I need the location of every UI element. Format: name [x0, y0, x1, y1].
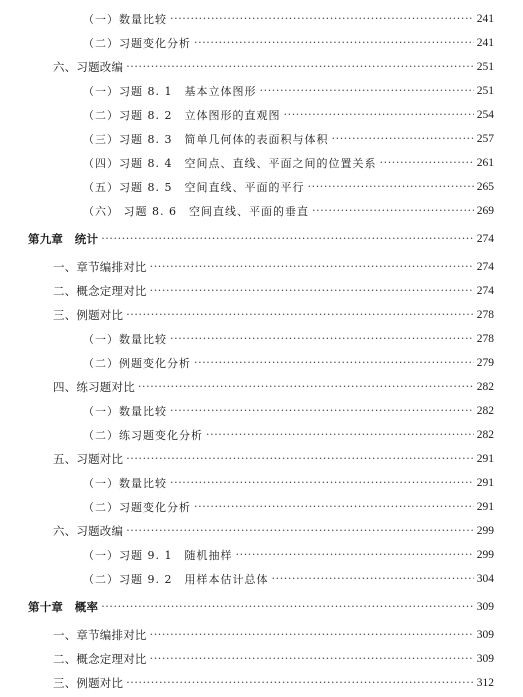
dot-leader [332, 129, 474, 149]
dot-leader [126, 57, 474, 77]
dot-leader [206, 425, 474, 445]
toc-entry-title: 三、例题对比 [53, 308, 124, 322]
toc-page-number: 312 [476, 677, 494, 689]
dot-leader [170, 473, 474, 493]
toc-subsection-entry [83, 153, 494, 173]
toc-subsection-entry [83, 33, 494, 53]
toc-entry-title: 四、练习题对比 [53, 380, 135, 394]
dot-leader [260, 81, 474, 101]
toc-page-number: 309 [476, 653, 494, 665]
toc-entry-title: （二）习题 9. 2 用样本估计总体 [83, 573, 269, 586]
dot-leader [284, 105, 474, 125]
toc-entry-title: （四）习题 8. 4 空间点、直线、平面之间的位置关系 [83, 157, 377, 170]
toc-subsection-entry [83, 425, 494, 445]
dot-leader [194, 497, 474, 517]
dot-leader [150, 649, 474, 669]
toc-section-entry [53, 281, 494, 301]
toc-entry-title: （一）数量比较 [83, 333, 167, 346]
dot-leader [150, 257, 474, 277]
toc-entry-title: （一）习题 9. 1 随机抽样 [83, 549, 233, 562]
dot-leader [272, 569, 474, 589]
toc-page-number: 265 [476, 181, 494, 193]
toc-subsection-entry [83, 353, 494, 373]
toc-entry-title: 一、章节编排对比 [53, 260, 147, 274]
dot-leader [150, 625, 474, 645]
toc-page-number: 282 [476, 405, 494, 417]
toc-entry-title: （二）习题变化分析 [83, 37, 191, 50]
toc-page-number: 299 [476, 549, 494, 561]
toc-section-entry [53, 649, 494, 669]
dot-leader [236, 545, 474, 565]
dot-leader [150, 281, 474, 301]
toc-subsection-entry [83, 329, 494, 349]
toc-page-number: 274 [476, 261, 494, 273]
dot-leader [194, 353, 474, 373]
toc-subsection-entry [83, 9, 494, 29]
dot-leader [170, 401, 474, 421]
toc-page-number: 261 [476, 157, 494, 169]
toc-entry-title: 六、习题改编 [53, 524, 124, 538]
toc-page-number: 291 [476, 477, 494, 489]
toc-section-entry [53, 57, 494, 77]
toc-page-number: 269 [476, 205, 494, 217]
toc-subsection-entry [83, 177, 494, 197]
dot-leader [170, 329, 474, 349]
dot-leader [126, 305, 474, 325]
toc-entry-title: （二）习题 8. 2 立体图形的直观图 [83, 109, 281, 122]
toc-entry-title: （一）习题 8. 1 基本立体图形 [83, 85, 257, 98]
toc-entry-title: （六） 习题 8. 6 空间直线、平面的垂直 [83, 205, 309, 218]
toc-page-number: 274 [476, 285, 494, 297]
dot-leader [126, 521, 474, 541]
toc-page-number: 241 [476, 13, 494, 25]
toc-section-entry [53, 521, 494, 541]
toc-page-number: 291 [476, 453, 494, 465]
toc-section-entry [53, 377, 494, 397]
toc-entry-title: （一）数量比较 [83, 405, 167, 418]
dot-leader [308, 177, 474, 197]
toc-chapter-entry [28, 229, 494, 249]
toc-page-number: 279 [476, 357, 494, 369]
toc-entry-title: （一）数量比较 [83, 477, 167, 490]
toc-page-number: 251 [476, 61, 494, 73]
toc-subsection-entry [83, 105, 494, 125]
toc-subsection-entry [83, 401, 494, 421]
toc-page-number: 282 [476, 381, 494, 393]
toc-section-entry [53, 625, 494, 645]
toc-entry-title: （二）习题变化分析 [83, 501, 191, 514]
toc-page-number: 251 [476, 85, 494, 97]
dot-leader [126, 673, 474, 693]
dot-leader [380, 153, 474, 173]
toc-entry-title: 五、习题对比 [53, 452, 124, 466]
toc-section-entry [53, 449, 494, 469]
toc-entry-title: 第九章 统计 [28, 232, 99, 246]
toc-page-number: 309 [476, 601, 494, 613]
toc-entry-title: （三）习题 8. 3 简单几何体的表面积与体积 [83, 133, 329, 146]
toc-page-number: 282 [476, 429, 494, 441]
toc-subsection-entry [83, 81, 494, 101]
toc-subsection-entry [83, 473, 494, 493]
toc-entry-title: （五）习题 8. 5 空间直线、平面的平行 [83, 181, 305, 194]
toc-entry-title: 三、例题对比 [53, 676, 124, 690]
dot-leader [126, 449, 474, 469]
toc-page-number: 299 [476, 525, 494, 537]
toc-page-number: 291 [476, 501, 494, 513]
toc-page-number: 278 [476, 309, 494, 321]
toc-section-entry [53, 305, 494, 325]
toc-page-number: 304 [476, 573, 494, 585]
toc-entry-title: 二、概念定理对比 [53, 652, 147, 666]
toc-section-entry [53, 257, 494, 277]
dot-leader [101, 597, 474, 617]
dot-leader [138, 377, 474, 397]
toc-entry-title: 第十章 概率 [28, 600, 99, 614]
toc-page-number: 309 [476, 629, 494, 641]
toc-entry-title: （二）练习题变化分析 [83, 429, 203, 442]
toc-entry-title: （一）数量比较 [83, 13, 167, 26]
toc-subsection-entry [83, 497, 494, 517]
toc-chapter-entry [28, 597, 494, 617]
toc-subsection-entry [83, 129, 494, 149]
toc-entry-title: 六、习题改编 [53, 60, 124, 74]
dot-leader [101, 229, 474, 249]
dot-leader [170, 9, 474, 29]
toc-entry-title: 二、概念定理对比 [53, 284, 147, 298]
dot-leader [194, 33, 474, 53]
toc-entry-title: （二）例题变化分析 [83, 357, 191, 370]
toc-subsection-entry [83, 545, 494, 565]
toc-page-number: 274 [476, 233, 494, 245]
toc-page-number: 254 [476, 109, 494, 121]
toc-section-entry [53, 673, 494, 693]
toc-subsection-entry [83, 569, 494, 589]
dot-leader [312, 201, 474, 221]
toc-page-number: 257 [476, 133, 494, 145]
toc-entry-title: 一、章节编排对比 [53, 628, 147, 642]
toc-page-number: 278 [476, 333, 494, 345]
toc-page-number: 241 [476, 37, 494, 49]
toc-subsection-entry [83, 201, 494, 221]
